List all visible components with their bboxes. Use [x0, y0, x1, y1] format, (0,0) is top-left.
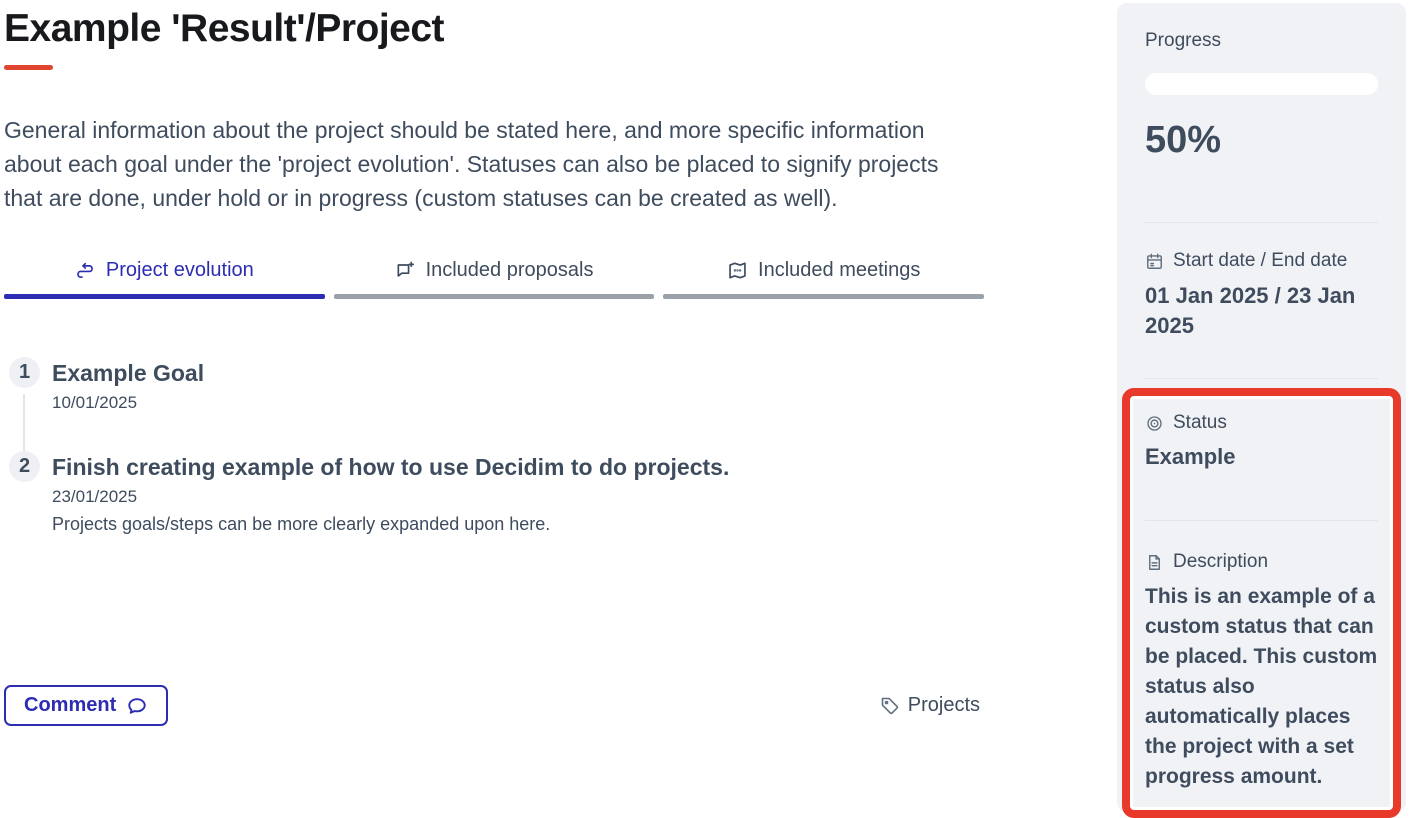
chat-bubble-icon: [126, 695, 148, 717]
timeline-step-title: Finish creating example of how to use Decidim to do projects.: [52, 454, 730, 480]
tab-label: Project evolution: [105, 258, 254, 281]
divider: [1145, 520, 1378, 521]
timeline-step-date: 23/01/2025: [52, 487, 138, 506]
tab-label: Included proposals: [425, 258, 594, 281]
tab-bar: [4, 257, 984, 299]
projects-tag-link[interactable]: [879, 694, 980, 717]
footer-row: [4, 685, 980, 726]
timeline-item: [4, 359, 984, 413]
sidebar-panel: [1117, 3, 1406, 812]
progress-bar: [1145, 73, 1378, 95]
highlight-rectangle: [1122, 388, 1401, 818]
tab-included-meetings[interactable]: [663, 257, 984, 299]
description-label: Description: [1173, 551, 1269, 572]
comment-button-label: Comment: [24, 694, 117, 716]
timeline-step-number: 1: [9, 357, 40, 388]
timeline-item: [4, 453, 984, 535]
dates-section: [1145, 250, 1378, 341]
calendar-icon: [1145, 252, 1164, 271]
divider: [1145, 378, 1378, 379]
status-label: Status: [1173, 412, 1227, 433]
target-icon: [1145, 414, 1164, 433]
price-tag-icon: [879, 695, 900, 716]
main-content: [4, 0, 984, 818]
dates-label: Start date / End date: [1173, 250, 1348, 271]
status-description-value: This is an example of a custom status that can be placed. This custom status also automatically places the project with a set progress amount.: [1145, 585, 1378, 788]
tab-underline: [334, 294, 655, 299]
projects-tag-label: Projects: [907, 694, 980, 716]
timeline-step-title: Example Goal: [52, 360, 205, 386]
tab-project-evolution[interactable]: [4, 257, 325, 299]
timeline-connector-line: [23, 394, 25, 452]
progress-bar-fill: [1145, 73, 1262, 95]
page-title: Example 'Result'/Project: [4, 7, 445, 50]
project-evolution-timeline: [4, 359, 984, 535]
tab-underline-active: [4, 294, 325, 299]
progress-percentage: 50%: [1145, 119, 1222, 161]
timeline-step-date: 10/01/2025: [52, 393, 138, 412]
title-accent-underline: [4, 65, 53, 70]
tab-label: Included meetings: [758, 258, 921, 281]
map-icon: [727, 260, 748, 281]
route-icon: [75, 260, 96, 281]
progress-label: Progress: [1145, 30, 1222, 51]
status-value: Example: [1145, 444, 1236, 469]
file-text-icon: [1145, 553, 1164, 572]
tab-included-proposals[interactable]: [334, 257, 655, 299]
timeline-step-number: 2: [9, 451, 40, 482]
comment-button[interactable]: [4, 685, 168, 726]
timeline-step-description: Projects goals/steps can be more clearly expanded upon here.: [52, 514, 551, 534]
project-description: General information about the project should be stated here, and more specific information about each goal under the 'project evolution'. Statuses can also be placed to signify projects that are done, under hold or in progress (custom statuses can be created as well).: [4, 117, 939, 211]
dates-value: 01 Jan 2025 / 23 Jan 2025: [1145, 283, 1356, 338]
tab-underline: [663, 294, 984, 299]
divider: [1145, 222, 1378, 223]
chat-plus-icon: [395, 260, 416, 281]
